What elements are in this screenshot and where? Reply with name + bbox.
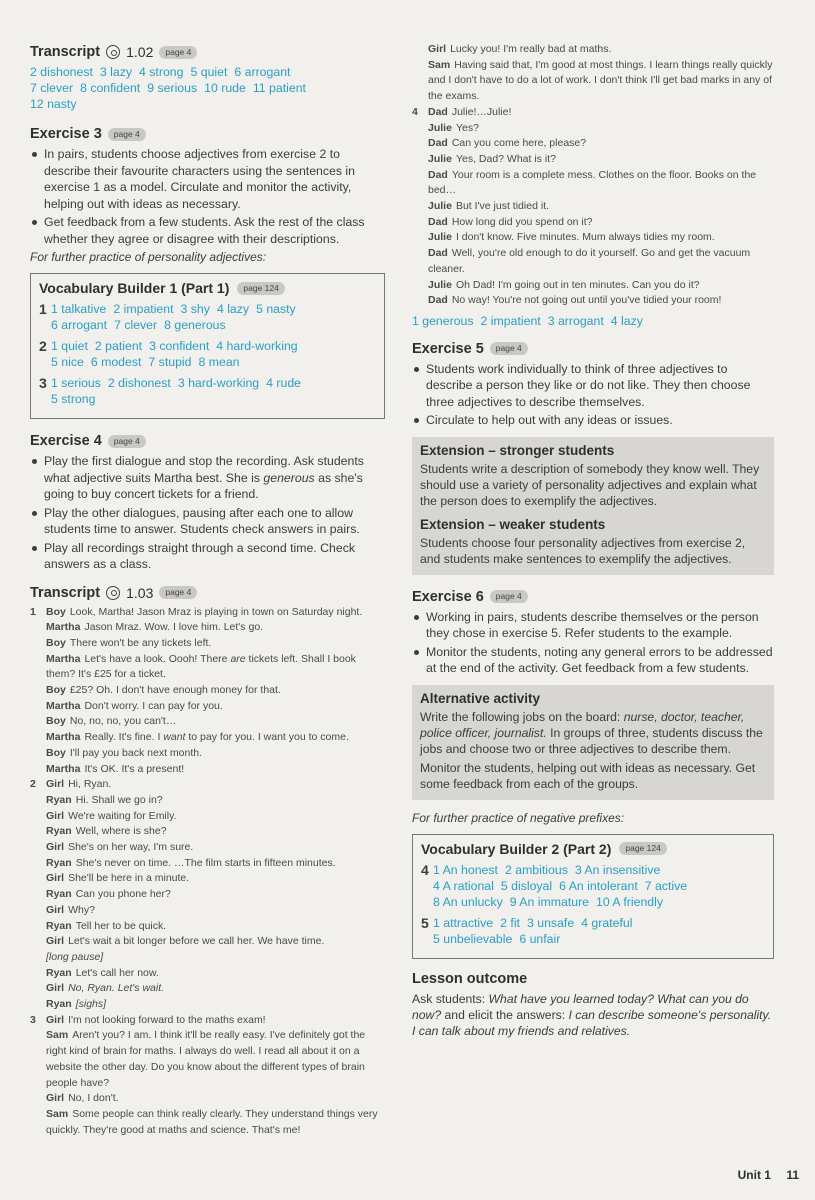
exercise-3-heading: Exercise 3 page 4 (30, 126, 385, 142)
vb1-row: 3 1 serious 2 dishonest 3 hard-working 4 rude 5 strong (39, 375, 302, 406)
unit-label: Unit 1 (737, 1168, 771, 1182)
audio-cd-icon (106, 45, 120, 59)
vb2-row: 5 1 attractive 2 fit 3 unsafe 4 grateful 5 unbelievable 6 unfair (421, 914, 633, 946)
page-tag: page 4 (490, 590, 528, 603)
page-tag: page 4 (490, 342, 528, 355)
exercise-6-bullets (412, 609, 774, 677)
extension-stronger-text: Students write a description of somebody they know well. They should use a variety of personality adjectives and explain what the person does to exemplify the adjectives. (420, 461, 760, 508)
extension-weaker-title: Extension – weaker students (420, 516, 606, 532)
bullet-item: Monitor the students, noting any general errors to be addressed at the end of the activity. Get feedback from a few students. (412, 644, 774, 677)
extension-box (412, 437, 774, 575)
page-tag: page 124 (237, 282, 284, 295)
page-tag: page 4 (108, 435, 146, 448)
practice-note: For further practice of personality adjectives: (30, 250, 267, 264)
alternative-activity-text: Write the following jobs on the board: nurse, doctor, teacher, police officer, journalist. In groups of three, students discuss the jobs and choose two or three adjectives to describe them. (420, 709, 763, 756)
exercise-4-bullets (30, 453, 385, 573)
bullet-item: Students work individually to think of three adjectives to describe a person they like or do not like. They then choose three adjectives to describe themselves. (412, 361, 774, 411)
right-column (412, 42, 774, 1039)
transcript-103-heading: Transcript 1.03 page 4 (30, 585, 385, 601)
exercise-5-heading: Exercise 5 page 4 (412, 341, 774, 357)
vocabulary-builder-2-title: Vocabulary Builder 2 (Part 2) page 124 (421, 841, 765, 857)
exercise-4-heading: Exercise 4 page 4 (30, 433, 385, 449)
extension-weaker-text: Students choose four personality adjectives from exercise 2, and students make sentences to exemplify the adjectives. (420, 535, 746, 566)
vocabulary-builder-1-title: Vocabulary Builder 1 (Part 1) page 124 (39, 280, 376, 296)
bullet-item: In pairs, students choose adjectives from exercise 2 to describe their favourite characters using the sentences in exercise 1 as a model. Circulate and monitor the activity, helping out with ideas as necessary. (30, 146, 385, 212)
bullet-item: Get feedback from a few students. Ask the rest of the class whether they agree or disagree with their descriptions. (30, 214, 385, 247)
vocabulary-builder-1-box (30, 273, 385, 419)
transcript-102-answers: 2 dishonest 3 lazy 4 strong 5 quiet 6 arrogant 7 clever 8 confident 9 serious 10 rude 11 patient 12 nasty (30, 65, 306, 111)
transcript-103-answers: 1 generous 2 impatient 3 arrogant 4 lazy (412, 313, 643, 328)
audio-cd-icon (106, 586, 120, 600)
bullet-item: Play the first dialogue and stop the recording. Ask students what adjective suits Martha best. She is generous as she's going to buy concert tickets for a friend. (30, 453, 385, 503)
page-tag: page 124 (619, 842, 666, 855)
bullet-item: Play all recordings straight through a second time. Check answers as a class. (30, 540, 385, 573)
lesson-outcome-text: Ask students: What have you learned today? What can you do now? and elicit the answers: I can describe someone's personality. I can talk about my friends and relatives. (412, 991, 772, 1038)
left-column (30, 44, 385, 1138)
lesson-outcome-title: Lesson outcome (412, 970, 528, 987)
page-footer (726, 1168, 799, 1182)
page-tag: page 4 (108, 128, 146, 141)
page-tag: page 4 (159, 586, 197, 599)
vb1-row: 2 1 quiet 2 patient 3 confident 4 hard-working 5 nice 6 modest 7 stupid 8 mean (39, 338, 298, 369)
bullet-item: Play the other dialogues, pausing after each one to allow students time to answer. Students check answers in pairs. (30, 505, 385, 538)
page-number: 11 (786, 1168, 799, 1182)
lesson-outcome (412, 971, 774, 1039)
vocabulary-builder-2-box (412, 834, 774, 959)
transcript-103-text: 1 Boy Look, Martha! Jason Mraz is playing in town on Saturday night. Martha Jason Mraz. Wow. I love him. Let's go. Boy There won't be any tickets left. Martha Let's have a look. Oooh! There are tickets left. Shall I book them? It's £25 for a ticket. Boy £25? Oh. I don't have enough money for that. Martha Don't worry. I can pay for you. Boy No, no, no, you can't… Martha Really. It's fine. I want to pay for you. I want you to come. Boy I'll pay you back next month. Martha It's OK. It's a present! 2 Girl Hi, Ryan. Ryan Hi. Shall we go in? Girl We're waiting for Emily. Ryan Well, where is she? Girl She's on her way, I'm sure. Ryan She's never on time. …The film starts in fifteen minutes. Girl She'll be here in a minute. Ryan Can you phone her? Girl Why? Ryan Tell her to be quick. Girl Let's wait a bit longer before we call her. We have time. [long pause] Ryan Let's call her now. Girl No, Ryan. Let's wait. Ryan [sighs] 3 Girl I'm not looking forward to the maths exam! Sam Aren't you? I am. I think it'll be really easy. I've definitely got the right kind of brain for maths. I always do well. I read all about it on a website the other day. Do you know about the different types of brain people have? Girl No, I don't. Sam Some people can think really clearly. They understand things very quickly. They're good at maths and science. That's me! (30, 605, 378, 1136)
vb2-row: 4 1 An honest 2 ambitious 3 An insensitive 4 A rational 5 disloyal 6 An intolerant 7 active 8 An unlucky 9 An immature 10 A friendly (421, 861, 688, 909)
transcript-103-continued: Girl Lucky you! I'm really bad at maths. Sam Having said that, I'm good at most things. I learn things really quickly and I don't have to do a lot of work. I don't think I'll get bad marks in any of the exams. 4 Dad Julie!…Julie! Julie Yes? Dad Can you come here, please? Julie Yes, Dad? What is it? Dad Your room is a complete mess. Clothes on the floor. Books on the bed… Julie But I've just tidied it. Dad How long did you spend on it? Julie I don't know. Five minutes. Mum always tidies my room. Dad Well, you're old enough to do it yourself. Go and get the vacuum cleaner. Julie Oh Dad! I'm going out in ten minutes. Can you do it? Dad No way! You're not going out until you've tidied your room! (412, 43, 773, 307)
vb1-row: 1 1 talkative 2 impatient 3 shy 4 lazy 5 nasty 6 arrogant 7 clever 8 generous (39, 301, 296, 332)
exercise-3-bullets (30, 146, 385, 247)
transcript-102-heading: Transcript 1.02 page 4 (30, 44, 385, 60)
exercise-5-bullets (412, 361, 774, 429)
extension-stronger-title: Extension – stronger students (420, 442, 615, 458)
bullet-item: Working in pairs, students describe themselves or the person they chose in exercise 5. Refer students to the example. (412, 609, 774, 642)
alternative-activity-title: Alternative activity (420, 690, 541, 706)
alternative-activity-box: Alternative activity Write the following jobs on the board: nurse, doctor, teacher, police officer, journalist. In groups of three, students discuss the jobs and choose two or three adjectives to describe them. Monitor the students, helping out with ideas as necessary. Get some feedback from each of the groups. (412, 685, 774, 800)
exercise-6-heading: Exercise 6 page 4 (412, 589, 774, 605)
practice-note: For further practice of negative prefixes: (412, 810, 625, 825)
bullet-item: Circulate to help out with any ideas or issues. (412, 412, 774, 429)
page-tag: page 4 (159, 46, 197, 59)
